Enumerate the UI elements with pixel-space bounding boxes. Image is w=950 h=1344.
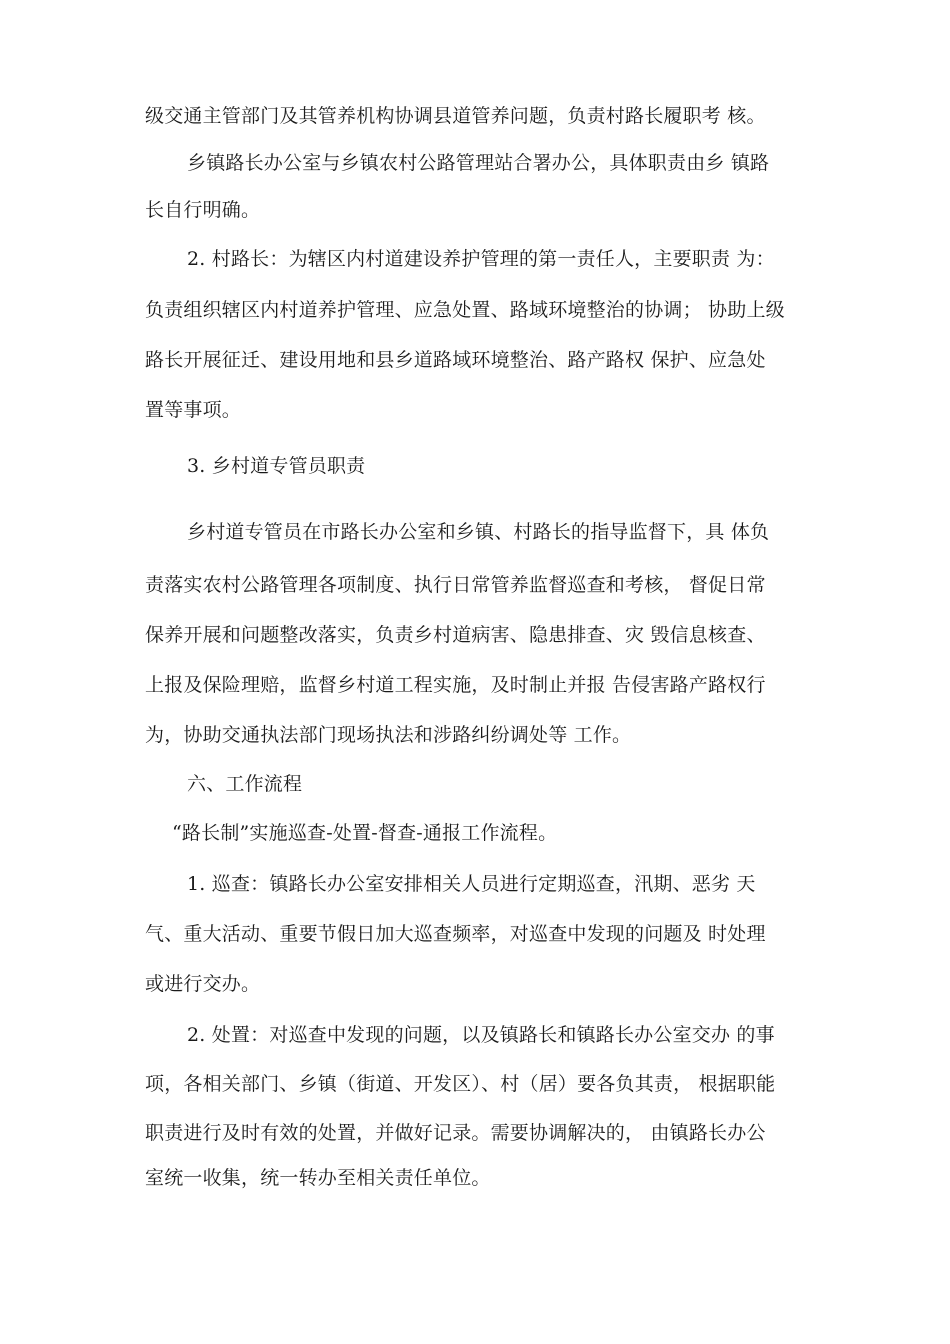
section-heading: 六、工作流程	[187, 773, 303, 795]
text-line: 保养开展和问题整改落实，负责乡村道病害、隐患排查、灾 毁信息核查、	[145, 624, 766, 646]
text-line: 职责进行及时有效的处置，并做好记录。需要协调解决的， 由镇路长办公	[145, 1122, 766, 1144]
text-line: 为，协助交通执法部门现场执法和涉路纠纷调处等 工作。	[145, 724, 632, 746]
text-line: 级交通主管部门及其管养机构协调县道管养问题，负责村路长履职考 核。	[145, 105, 766, 127]
text-line: 上报及保险理赔，监督乡村道工程实施，及时制止并报 告侵害路产路权行	[145, 674, 766, 696]
text-line: 负责组织辖区内村道养护管理、应急处置、路域环境整治的协调； 协助上级	[145, 299, 785, 321]
section-heading: 1. 巡查：镇路长办公室安排相关人员进行定期巡查，汛期、恶劣 天	[187, 873, 756, 895]
text-line: 或进行交办。	[145, 973, 261, 995]
section-heading: 3. 乡村道专管员职责	[187, 455, 366, 477]
text-line: “路长制”实施巡查-处置-督查-通报工作流程。	[172, 822, 558, 844]
text-line: 置等事项。	[145, 399, 242, 421]
text-line: 室统一收集，统一转办至相关责任单位。	[145, 1167, 491, 1189]
text-line: 乡镇路长办公室与乡镇农村公路管理站合署办公，具体职责由乡 镇路	[187, 152, 770, 174]
text-line: 乡村道专管员在市路长办公室和乡镇、村路长的指导监督下，具 体负	[187, 521, 770, 543]
text-line: 气、重大活动、重要节假日加大巡查频率，对巡查中发现的问题及 时处理	[145, 923, 766, 945]
section-heading: 2. 处置：对巡查中发现的问题，以及镇路长和镇路长办公室交办 的事	[187, 1024, 775, 1046]
text-line: 项，各相关部门、乡镇（街道、开发区）、村（居）要各负其责， 根据职能	[145, 1073, 776, 1095]
text-line: 责落实农村公路管理各项制度、执行日常管养监督巡查和考核， 督促日常	[145, 574, 766, 596]
section-heading: 2. 村路长：为辖区内村道建设养护管理的第一责任人，主要职责 为：	[187, 248, 775, 270]
text-line: 路长开展征迁、建设用地和县乡道路域环境整治、路产路权 保护、应急处	[145, 349, 766, 371]
text-line: 长自行明确。	[145, 199, 261, 221]
